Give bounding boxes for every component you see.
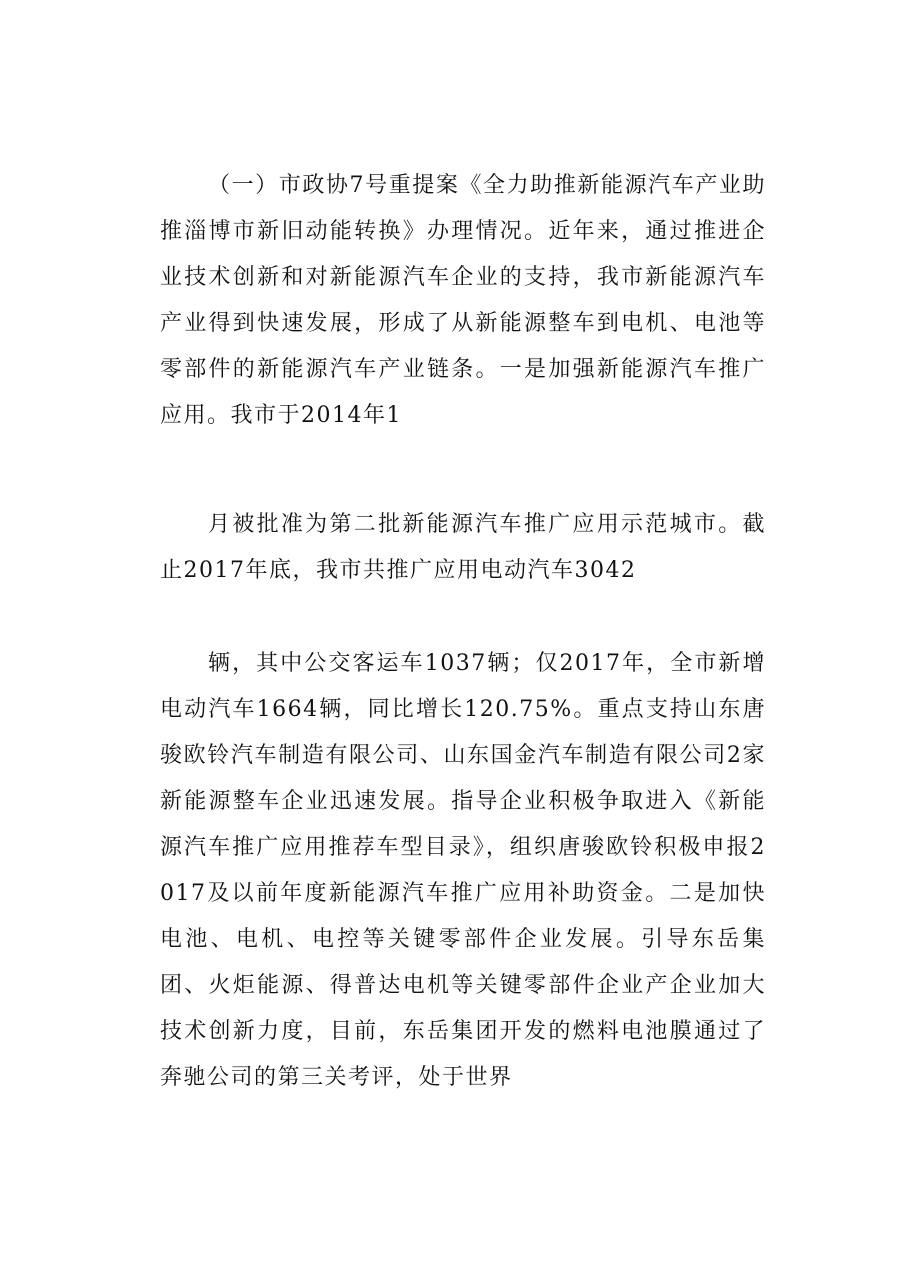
paragraph-3: 辆，其中公交客运车1037辆；仅2017年，全市新增电动汽车1664辆，同比增长120.75%。重点支持山东唐骏欧铃汽车制造有限公司、山东国金汽车制造有限公司2家新能源整车企业迅速发展。指导企业积极争取进入《新能源汽车推广应用推荐车型目录》，组织唐骏欧铃积极申报2017及以前年度新能源汽车推广应用补助资金。二是加快电池、电机、电控等关键零部件企业发展。引导东岳集团、火炬能源、得普达电机等关键零部件企业产企业加大技术创新力度，目前，东岳集团开发的燃料电池膜通过了奔驰公司的第三关考评，处于世界 xyxy=(160,651,766,1090)
paragraph-2: 月被批准为第二批新能源汽车推广应用示范城市。截止2017年底，我市共推广应用电动汽车3042 xyxy=(160,512,766,583)
paragraph-1: （一）市政协7号重提案《全力助推新能源汽车产业助推淄博市新旧动能转换》办理情况。近年来，通过推进企业技术创新和对新能源汽车企业的支持，我市新能源汽车产业得到快速发展，形成了从新能源整车到电机、电池等零部件的新能源汽车产业链条。一是加强新能源汽车推广应用。我市于2014年1 xyxy=(160,173,766,428)
